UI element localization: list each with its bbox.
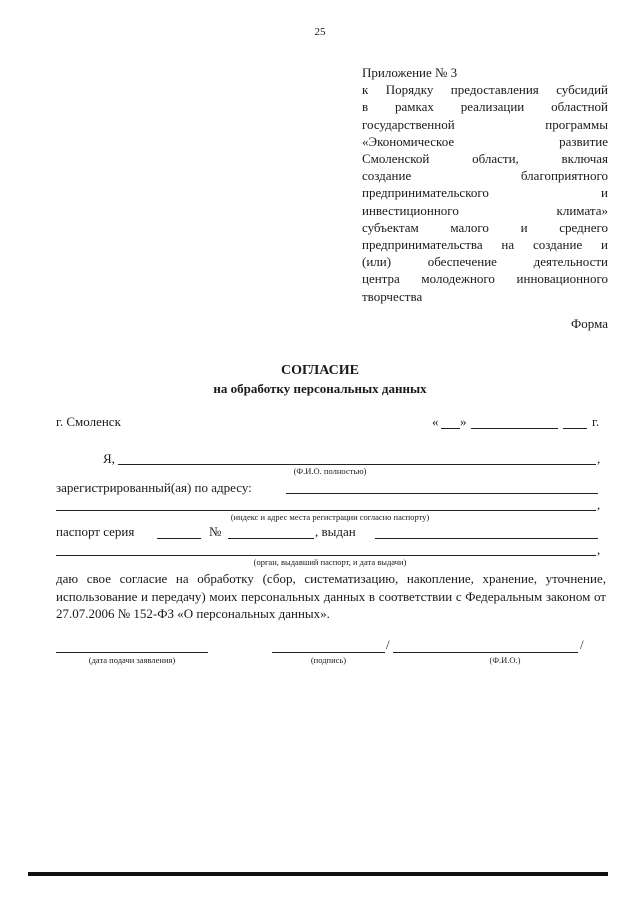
form-label: Форма xyxy=(571,316,608,331)
passport-number-field[interactable] xyxy=(228,538,314,539)
appendix-line: предпринимательства на создание и xyxy=(362,237,608,253)
signature-field[interactable] xyxy=(272,652,385,653)
issued-comma: , xyxy=(597,542,601,557)
appendix-line: инвестиционного климата» xyxy=(362,202,608,218)
signature-fio-slash: / xyxy=(580,637,584,652)
signature-hint: (подпись) xyxy=(310,655,347,665)
appendix-line: государственной программы xyxy=(362,116,608,132)
appendix-line: субъектам малого и среднего xyxy=(362,219,608,235)
application-date-field[interactable] xyxy=(56,652,208,653)
appendix-line: творчества xyxy=(362,288,423,304)
date-year-suffix: г. xyxy=(592,414,600,429)
appendix-line: Смоленской области, включая xyxy=(362,151,608,167)
appendix-line: к Порядку предоставления субсидий xyxy=(362,82,608,98)
document-title: СОГЛАСИЕ xyxy=(281,363,359,378)
appendix-line: центра молодежного инновационного xyxy=(362,271,608,287)
signature-fio-hint: (Ф.И.О.) xyxy=(489,655,521,665)
fio-comma: , xyxy=(597,451,601,466)
date-month-field[interactable] xyxy=(471,428,558,429)
issued-label: , выдан xyxy=(315,524,356,539)
passport-number-label: № xyxy=(209,524,222,539)
date-year-field[interactable] xyxy=(563,428,587,429)
appendix-header xyxy=(362,64,608,305)
city-label: г. Смоленск xyxy=(56,414,121,429)
signature-fio-field[interactable] xyxy=(393,652,578,653)
fio-hint: (Ф.И.О. полностью) xyxy=(293,466,367,476)
date-day-open: « xyxy=(432,414,439,429)
address-comma: , xyxy=(597,497,601,512)
appendix-line: создание благоприятного xyxy=(362,168,608,184)
page-number: 25 xyxy=(314,26,326,38)
appendix-line: Приложение № 3 xyxy=(362,65,458,80)
passport-series-label: паспорт серия xyxy=(56,524,135,539)
document-subtitle: на обработку персональных данных xyxy=(213,381,427,396)
address-field-1[interactable] xyxy=(286,493,598,494)
appendix-line: «Экономическое развитие xyxy=(362,133,608,149)
consent-text: даю свое согласие на обработку (сбор, систематизацию, накопление, хранение, уточнение, использование и передачу) моих персональных данных в соответствии с Федеральным законом от 27.07.2006 № 152-ФЗ «О персональных данных». xyxy=(56,571,606,621)
issued-hint: (орган, выдавший паспорт, и дата выдачи) xyxy=(253,557,407,567)
fio-field[interactable] xyxy=(118,464,596,465)
ya-label: Я, xyxy=(103,451,115,466)
appendix-line: в рамках реализации областной xyxy=(362,99,608,115)
issued-field-2[interactable] xyxy=(56,555,596,556)
passport-series-field[interactable] xyxy=(157,538,201,539)
page-footer-rule xyxy=(28,872,608,876)
address-label: зарегистрированный(ая) по адресу: xyxy=(56,480,252,495)
date-day-close: » xyxy=(460,414,467,429)
signature-slash: / xyxy=(386,637,390,652)
address-field-2[interactable] xyxy=(56,510,596,511)
address-hint: (индекс и адрес места регистрации согласно паспорту) xyxy=(230,512,430,522)
issued-field-1[interactable] xyxy=(375,538,598,539)
date-day-field[interactable] xyxy=(441,428,460,429)
appendix-line: (или) обеспечение деятельности xyxy=(362,254,608,270)
appendix-line: предпринимательского и xyxy=(362,185,608,201)
application-date-hint: (дата подачи заявления) xyxy=(88,655,176,665)
